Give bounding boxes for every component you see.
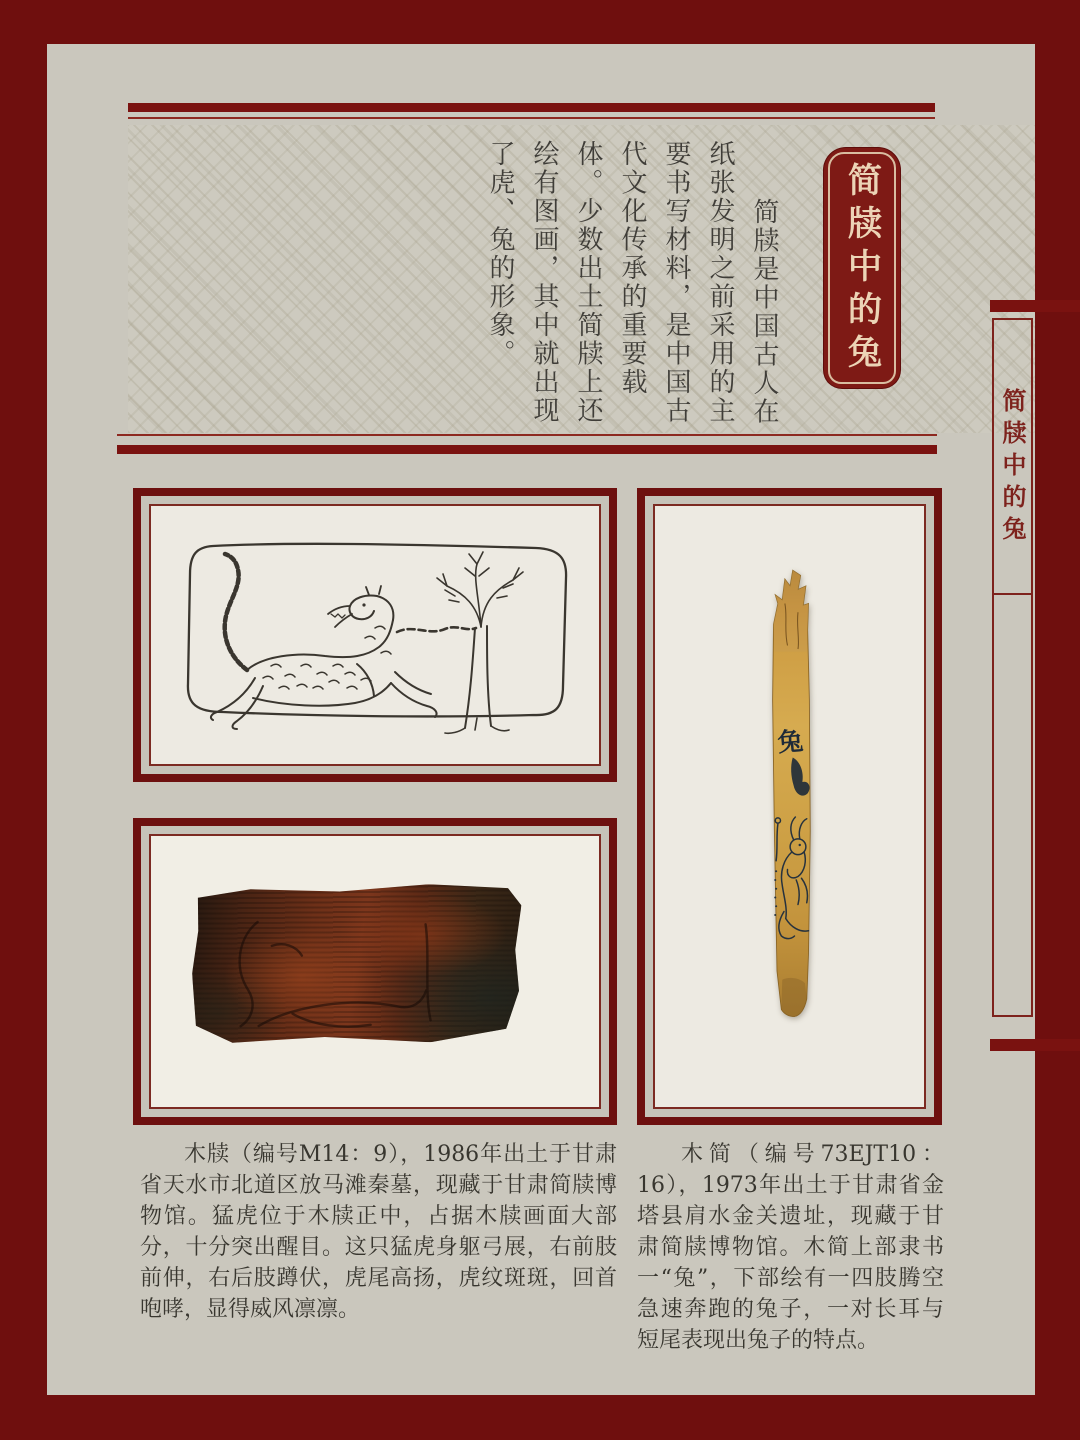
title-plaque (824, 148, 900, 388)
slip-illustration (763, 540, 819, 1052)
tiger-drawing-art (149, 504, 601, 766)
header-rule-thick-top (128, 103, 935, 112)
caption-slip-text: 木简（编号73EJT10：16），1973年出土于甘肃省金塔县肩水金关遗址，现藏于甘肃简牍博物馆。木简上部隶书一“兔”，下部绘有一四肢腾空急速奔跑的兔子，一对长耳与短尾表现出兔子的特点。 (637, 1142, 944, 1353)
slip-photo-art (653, 504, 926, 1109)
tiger-drawing (151, 506, 599, 764)
sidebar-divider (994, 593, 1031, 595)
sidebar-title: 简牍中的兔 (998, 388, 1027, 548)
frame-slip-photo (637, 488, 942, 1125)
caption-tablet (140, 1139, 617, 1325)
slip-photo (763, 540, 819, 1052)
header-rule-thick-bottom (117, 445, 937, 454)
caption-slip (637, 1139, 944, 1356)
slip-inscription: 兔 (776, 725, 805, 758)
caption-tablet-text: 木牍（编号M14：9），1986年出土于甘肃省天水市北道区放马滩秦墓，现藏于甘肃简牍博物馆。猛虎位于木牍正中，占据木牍画面大部分，十分突出醒目。这只猛虎身躯弓展，右前肢前伸，右后肢蹲伏，虎尾高扬，虎纹斑斑，回首咆哮，显得威风凛凛。 (140, 1142, 617, 1322)
sidebar-rule-bottom (990, 1039, 1080, 1051)
tablet-tiger-sketch (191, 883, 523, 1044)
frame-tiger-drawing (133, 488, 617, 782)
tablet-photo (191, 883, 523, 1044)
header-rule-thin-top (128, 117, 935, 119)
frame-tablet-photo (133, 818, 617, 1125)
sidebar-rule-top (990, 300, 1080, 312)
tablet-photo-art (149, 834, 601, 1109)
page-title: 简牍中的兔 (841, 162, 882, 377)
sidebar-box (992, 318, 1033, 1017)
intro-text: 简牍是中国古人在纸张发明之前采用的主要书写材料，是中国古代文化传承的重要载体。少数出土简牍上还绘有图画，其中就出现了虎、兔的形象。 (485, 140, 779, 426)
